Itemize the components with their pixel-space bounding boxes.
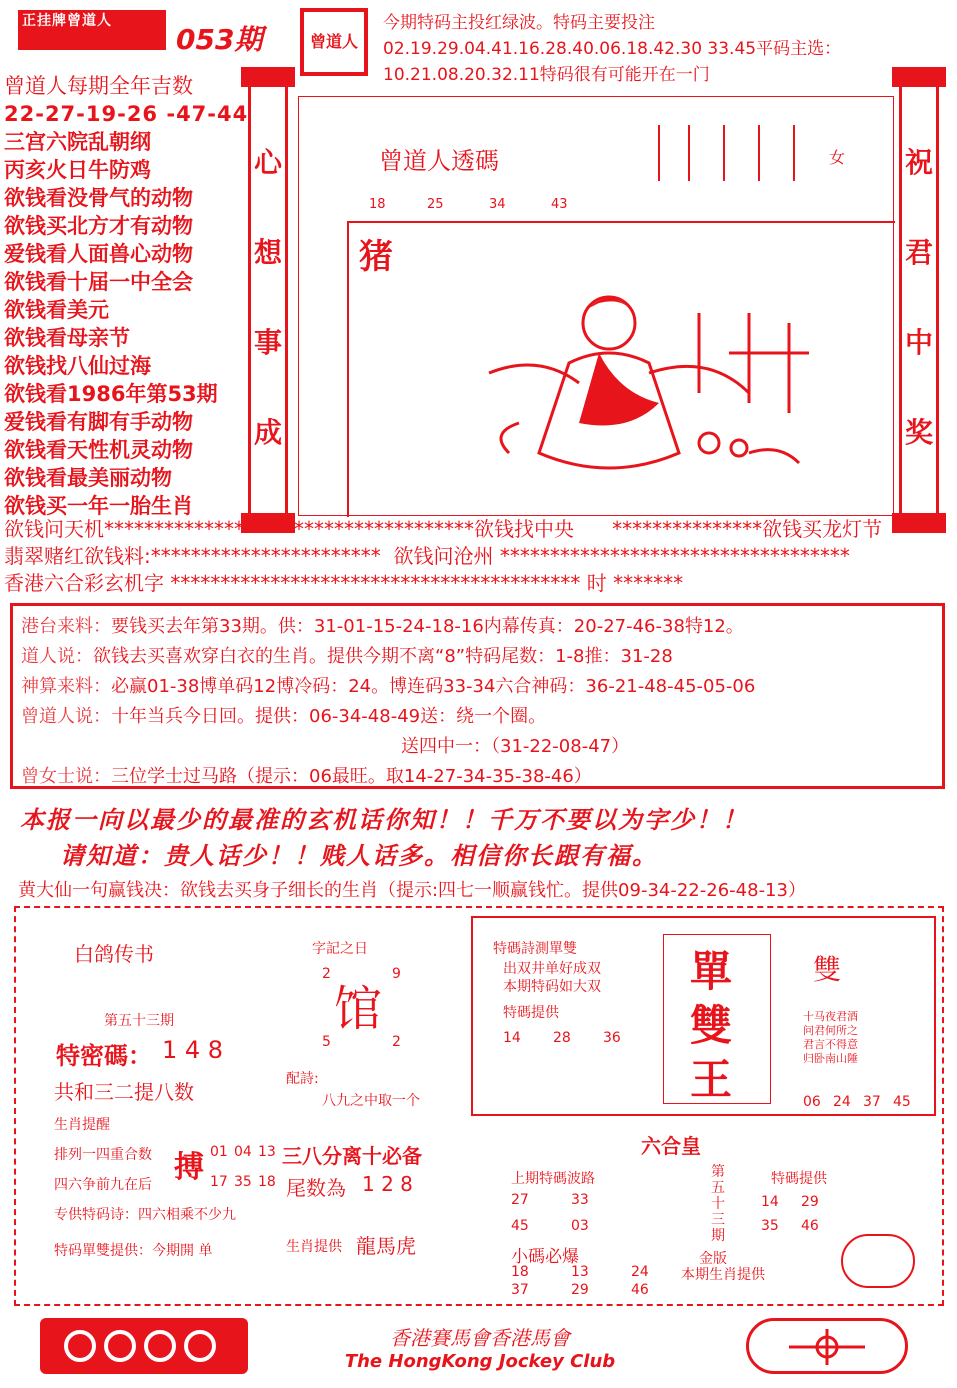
tip-label: 神算来料： — [21, 676, 111, 697]
panel-num: 24 — [833, 1094, 851, 1110]
poem-line: 归卧南山陲 — [803, 1052, 858, 1065]
footer-en: The HongKong Jockey Club — [344, 1351, 616, 1372]
left-line: 欲钱看母亲节 — [4, 326, 130, 350]
sx-label: 本期生肖提供 — [681, 1267, 765, 1283]
panel-num: 04 — [234, 1144, 252, 1160]
panel-num: 24 — [631, 1264, 649, 1280]
tip-row — [21, 762, 934, 792]
panel-row: 专供特码诗：四六相乘不少九 — [54, 1207, 236, 1223]
sx-value: 龍馬虎 — [356, 1234, 416, 1258]
riddle-lines — [4, 516, 949, 597]
left-line: 欲钱看1986年第53期 — [4, 382, 218, 406]
left-line: 欲钱看最美丽动物 — [4, 466, 172, 490]
left-line: 爱钱看有脚有手动物 — [4, 410, 193, 434]
badge-icon — [841, 1234, 915, 1288]
huang-tip: 黄大仙一句赢钱决：欲钱去买身子细长的生肖（提示:四七一顺赢钱忙。提供09-34-22-26-48-13） — [18, 880, 806, 901]
left-column — [4, 72, 250, 520]
deity-picture — [298, 96, 894, 516]
tail-value: 1 2 8 — [362, 1172, 413, 1196]
left-line: 丙亥火日牛防鸡 — [4, 158, 151, 182]
big-title-box — [663, 934, 771, 1104]
shengxiao-label: 生肖提醒 — [54, 1117, 110, 1133]
panel-num: 45 — [893, 1094, 911, 1110]
left-line: 欲钱找八仙过海 — [4, 354, 151, 378]
corner-num: 2 — [392, 1034, 401, 1050]
issue-vertical: 第五十三期 — [711, 1164, 725, 1244]
tip-label: 曾道人说： — [21, 706, 111, 727]
deity-figure-icon — [449, 253, 869, 493]
left-line: 欲钱看天性机灵动物 — [4, 438, 193, 462]
animal-label: 猪 — [359, 237, 393, 277]
mima-value: 1 4 8 — [162, 1036, 224, 1064]
scroll-char: 君 — [904, 236, 933, 269]
shuang-char: 雙 — [813, 953, 842, 986]
left-intro: 曾道人每期全年吉数 — [4, 74, 193, 98]
riddle-line — [4, 516, 949, 543]
mima-label: 特密碼： — [56, 1042, 152, 1070]
panel-num: 37 — [511, 1282, 529, 1298]
riddle-text: 翡翠赌红欲钱料: — [4, 544, 151, 568]
riddle-stars: ************************************* — [104, 517, 474, 541]
scroll-rod — [892, 67, 946, 87]
panel-num: 14 — [503, 1030, 521, 1046]
tip-label: 港台来料： — [21, 616, 111, 637]
tip-text: 送四中一：（31-22-08-47） — [401, 736, 630, 757]
riddle-stars: ******* — [613, 571, 684, 595]
left-line: 欲钱买北方才有动物 — [4, 214, 193, 238]
riddle-stars: *********************************** — [499, 544, 850, 568]
bottom-panels — [14, 906, 944, 1306]
panel-line: 本期特码如大双 — [503, 979, 601, 995]
scroll-rod — [241, 67, 295, 87]
poem-block — [803, 1010, 858, 1066]
wave-label: 上期特碼波路 — [511, 1171, 595, 1187]
left-line: 欲钱看十届一中全会 — [4, 270, 193, 294]
tip-text: 十年当兵今日回。提供：06-34-48-49送：绕一个圈。 — [111, 706, 547, 727]
tip-label: 特碼提供 — [771, 1171, 827, 1187]
panel-title: 六合皇 — [641, 1134, 701, 1158]
riddle-text: 香港六合彩玄机字 — [4, 571, 164, 595]
scroll-char: 中 — [904, 326, 933, 359]
club-logo-icon — [40, 1318, 248, 1374]
big-char: 雙 — [690, 1001, 733, 1050]
footer-text — [280, 1322, 680, 1372]
scroll-char: 祝 — [904, 146, 933, 179]
panel-num: 13 — [258, 1144, 276, 1160]
panel-num: 35 — [761, 1218, 779, 1234]
picture-num: 43 — [551, 197, 568, 212]
panel-baige — [24, 918, 274, 1294]
emblem-icon — [749, 1321, 905, 1371]
picture-num: 34 — [489, 197, 506, 212]
scroll-char: 事 — [253, 326, 282, 359]
scroll-char: 成 — [253, 416, 282, 449]
logo-text: 正挂牌曾道人 — [22, 13, 112, 29]
big-char: 王 — [690, 1055, 733, 1104]
panel-num: 06 — [803, 1094, 821, 1110]
riddle-line — [4, 570, 949, 597]
panel-num: 03 — [571, 1218, 589, 1234]
panel-row: 特码單雙提供：今期開 单 — [54, 1243, 213, 1259]
panel-num: 46 — [631, 1282, 649, 1298]
left-line: 欲钱看没骨气的动物 — [4, 186, 193, 210]
must-label: 小碼必爆 — [511, 1247, 579, 1267]
footer-cn: 香港賽馬會香港馬會 — [390, 1326, 570, 1350]
top-note: 今期特码主投红绿波。特码主要投注02.19.29.04.41.16.28.40.06.18.42.30 33.45平码主选：10.21.08.20.32.11特码很有可能开在一门 — [383, 13, 842, 85]
corner-num: 2 — [322, 966, 331, 982]
corner-num: 5 — [322, 1034, 331, 1050]
big-char: 馆 — [334, 981, 383, 1037]
tip-text: 必赢01-38博单码12博冷码：24。博连码33-34六合神码：36-21-48-45-05-06 — [111, 676, 756, 697]
panel-danshuang — [471, 916, 936, 1116]
left-line: 三宫六院乱朝纲 — [4, 130, 151, 154]
panel-num: 13 — [571, 1264, 589, 1280]
tip-label: 特碼提供 — [503, 1005, 559, 1021]
panel-num: 18 — [258, 1174, 276, 1190]
poem-line: 君言不得意 — [803, 1038, 858, 1051]
left-line: 欲钱买一年一胎生肖 — [4, 494, 193, 518]
riddle-text: 欲钱找中央 — [474, 517, 574, 541]
poem-line: 十马夜君酒 — [803, 1010, 858, 1023]
panel-num: 17 — [210, 1174, 228, 1190]
riddle-line — [4, 543, 949, 570]
tip-text: 欲钱去买喜欢穿白衣的生肖。提供今期不离“8”特码尾数：1-8推：31-28 — [93, 646, 673, 667]
tip-row — [21, 732, 934, 762]
seal-stamp — [300, 8, 368, 76]
panel-num: 37 — [863, 1094, 881, 1110]
riddle-text: 欲钱问沧州 — [393, 544, 494, 568]
picture-frame — [347, 221, 895, 517]
panel-num: 29 — [571, 1282, 589, 1298]
riddle-stars: *********************** — [150, 544, 381, 568]
newspaper-logo — [18, 10, 166, 50]
riddle-text: 欲钱买龙灯节 — [762, 517, 883, 541]
panel-line: 出双井单好成双 — [503, 961, 601, 977]
seal-text: 曾道人 — [309, 32, 358, 51]
panel-row: 四六争前九在后 — [54, 1177, 152, 1193]
panel-num: 01 — [210, 1144, 228, 1160]
tips-box — [10, 603, 945, 789]
picture-num: 25 — [427, 197, 444, 212]
poem-label: 配詩: — [286, 1071, 319, 1087]
swirl-icon — [40, 1318, 248, 1374]
panel-num: 45 — [511, 1218, 529, 1234]
riddle-stars: *************** — [612, 517, 763, 541]
tip-row — [21, 702, 934, 732]
picture-label: 女 — [829, 148, 846, 167]
poem-text: 八九之中取一个 — [322, 1093, 420, 1109]
picture-title: 曾道人透碼 — [379, 147, 499, 175]
riddle-text: 欲钱问天机 — [4, 517, 104, 541]
edition: 金版 — [699, 1251, 727, 1267]
left-line: 欲钱看美元 — [4, 298, 109, 322]
panel-num: 14 — [761, 1194, 779, 1210]
panel-num: 35 — [234, 1174, 252, 1190]
scroll-char: 想 — [253, 236, 282, 269]
tip-text: 三位学士过马路（提示：06最旺。取14-27-34-35-38-46） — [111, 766, 592, 787]
panel-liuhehuang — [471, 1124, 936, 1300]
tip-label: 曾女士说： — [21, 766, 111, 787]
panel-row: 排列一四重合数 — [54, 1147, 152, 1163]
tip-row — [21, 672, 934, 702]
right-scroll — [899, 78, 939, 522]
tip-label: 道人说： — [21, 646, 93, 667]
slogan-line: 本报一向以最少的最准的玄机话你知！！千万不要以为字少！！ — [20, 806, 748, 834]
tail-label: 尾数為 — [286, 1176, 346, 1200]
panel-num: 28 — [553, 1030, 571, 1046]
corner-num: 9 — [392, 966, 401, 982]
tip-row — [21, 612, 934, 642]
left-scroll — [248, 78, 288, 522]
tip-text: 要钱买去年第33期。供：31-01-15-24-18-16内幕传真：20-27-46-38特12。 — [111, 616, 744, 637]
slogan-line: 请知道：贵人话少！！贱人话多。相信你长跟有福。 — [60, 842, 658, 870]
left-line: 爱钱看人面兽心动物 — [4, 242, 193, 266]
panel-line: 三八分离十必备 — [282, 1144, 422, 1168]
riddle-stars: ***************************************** — [170, 571, 581, 595]
panel-issue: 第五十三期 — [104, 1013, 174, 1029]
tip-row — [21, 642, 934, 672]
picture-verse — [649, 121, 819, 191]
issue-number: 053期 — [176, 23, 263, 56]
picture-num: 18 — [369, 197, 386, 212]
sx-label: 生肖提供 — [286, 1239, 342, 1255]
riddle-text: 时 — [586, 571, 607, 595]
panel-title: 白鸽传书 — [74, 942, 154, 966]
panel-zijiri — [282, 918, 464, 1294]
panel-num: 29 — [801, 1194, 819, 1210]
scroll-char: 心 — [253, 146, 282, 179]
scroll-char: 奖 — [904, 416, 933, 449]
mima-phrase: 共和三二提八数 — [54, 1080, 194, 1104]
panel-title: 字記之日 — [312, 941, 368, 957]
panel-num: 27 — [511, 1192, 529, 1208]
left-numbers: 22-27-19-26 -47-44 — [4, 102, 249, 126]
panel-num: 36 — [603, 1030, 621, 1046]
panel-title: 特碼詩測單雙 — [493, 941, 577, 957]
big-char: 單 — [690, 947, 733, 996]
verse-lines-icon — [649, 121, 819, 191]
panel-num: 33 — [571, 1192, 589, 1208]
panel-num: 18 — [511, 1264, 529, 1280]
stamp-char: 搏 — [174, 1150, 204, 1185]
panel-num: 46 — [801, 1218, 819, 1234]
club-emblem-icon — [746, 1318, 908, 1374]
poem-line: 问君何所之 — [803, 1024, 858, 1037]
